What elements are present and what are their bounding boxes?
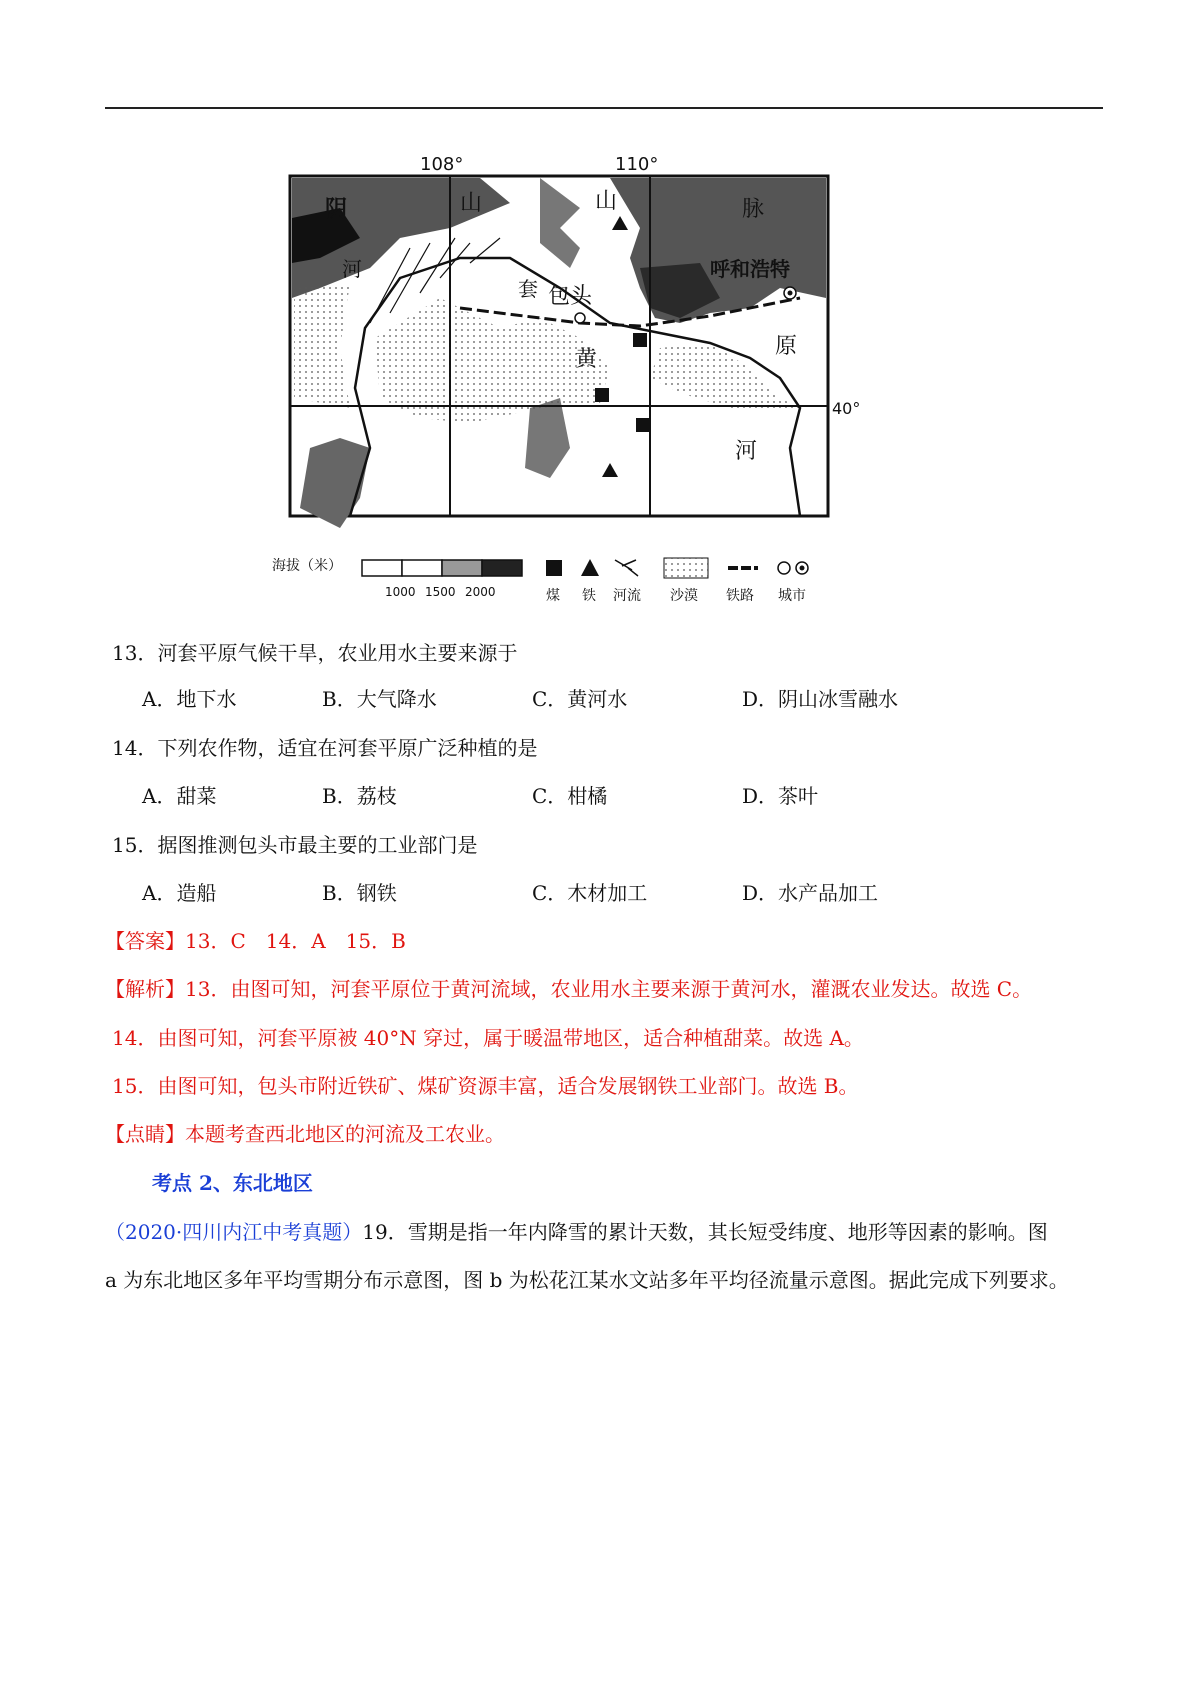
hetao-map-figure [272,148,900,608]
label-baotou: 包头 [548,284,593,309]
coal-symbol [633,333,647,347]
question-13-option-d: D．阴山冰雪融水 [742,687,899,711]
question-19-text-2: a 为东北地区多年平均雪期分布示意图，图 b 为松花江某水文站多年平均径流量示意图。据此完成下列要求。 [105,1268,1069,1292]
legend-city: 城市 [778,588,806,604]
legend-coal-symbol [546,560,562,576]
question-19-text-1: 19．雪期是指一年内降雪的累计天数，其长短受纬度、地形等因素的影响。图 [362,1220,1048,1244]
coal-symbol [595,388,609,402]
question-14-option-c: C．柑橘 [532,784,608,808]
legend-elev-4 [482,560,522,576]
legend-coal: 煤 [546,588,560,604]
analysis-line-1: 13．由图可知，河套平原位于黄河流域，农业用水主要来源于黄河水，灌溉农业发达。故选 C。 [185,977,1033,1001]
tip-block [105,1121,505,1147]
analysis-line-3: 15．由图可知，包头市附近铁矿、煤矿资源丰富，适合发展钢铁工业部门。故选 B。 [112,1074,859,1098]
label-yin: 阴 [325,197,348,222]
question-15-option-a: A．造船 [142,881,217,905]
label-mai: 脉 [742,197,765,222]
question-13-stem: 13．河套平原气候干旱，农业用水主要来源于 [112,641,518,665]
lat-40-label: 40° [832,399,861,418]
legend-tick: 2000 [465,585,496,599]
question-13-option-c: C．黄河水 [532,687,628,711]
coal-symbol [636,418,650,432]
label-he: 河 [342,257,362,281]
legend-elev-1 [362,560,402,576]
analysis-block [105,976,1032,1002]
legend-elevation-title: 海拔（米） [272,558,342,574]
answer-label: 【答案】 [105,929,185,953]
legend-river-symbol [615,560,638,576]
city-baotou [575,313,585,323]
legend-river: 河流 [613,588,641,604]
question-14-option-a: A．甜菜 [142,784,217,808]
analysis-label: 【解析】 [105,977,185,1001]
legend-tick: 1000 [385,585,416,599]
answer-text: 13．C 14．A 15．B [185,929,406,953]
label-huang: 黄 [575,347,598,372]
legend-tick: 1500 [425,585,456,599]
analysis-line-2: 14．由图可知，河套平原被 40°N 穿过，属于暖温带地区，适合种植甜菜。故选 A。 [112,1026,864,1050]
label-yuan: 原 [775,334,798,359]
legend-elev-2 [402,560,442,576]
label-shan2: 山 [595,189,618,214]
legend-city-symbol [778,562,790,574]
question-15-option-c: C．木材加工 [532,881,648,905]
question-13-option-b: B．大气降水 [322,687,437,711]
legend-desert: 沙漠 [670,588,698,604]
label-he2: 河 [735,439,758,464]
question-15-stem: 15．据图推测包头市最主要的工业部门是 [112,833,478,857]
tip-label: 【点睛】 [105,1122,185,1146]
legend-railway: 铁路 [726,588,754,604]
section-heading: 考点 2、东北地区 [152,1171,313,1195]
question-14-option-d: D．茶叶 [742,784,819,808]
next-question-line-1 [105,1219,1048,1245]
label-shan1: 山 [460,191,483,216]
question-15-option-d: D．水产品加工 [742,881,879,905]
question-14-option-b: B．荔枝 [322,784,397,808]
legend-elev-3 [442,560,482,576]
answer-block [105,928,406,954]
label-hohhot: 呼和浩特 [710,257,790,281]
lon-108-label: 108° [420,154,464,175]
legend-desert-symbol [664,558,708,578]
question-14-stem: 14．下列农作物，适宜在河套平原广泛种植的是 [112,736,538,760]
question-source: （2020·四川内江中考真题） [105,1220,363,1244]
legend-iron-symbol [581,559,599,576]
tip-text: 本题考查西北地区的河流及工农业。 [185,1122,505,1146]
legend-iron: 铁 [582,588,596,604]
label-tao: 套 [518,277,538,301]
header-rule [105,107,1103,109]
lon-110-label: 110° [615,154,659,175]
question-13-option-a: A．地下水 [142,687,237,711]
question-15-option-b: B．钢铁 [322,881,397,905]
